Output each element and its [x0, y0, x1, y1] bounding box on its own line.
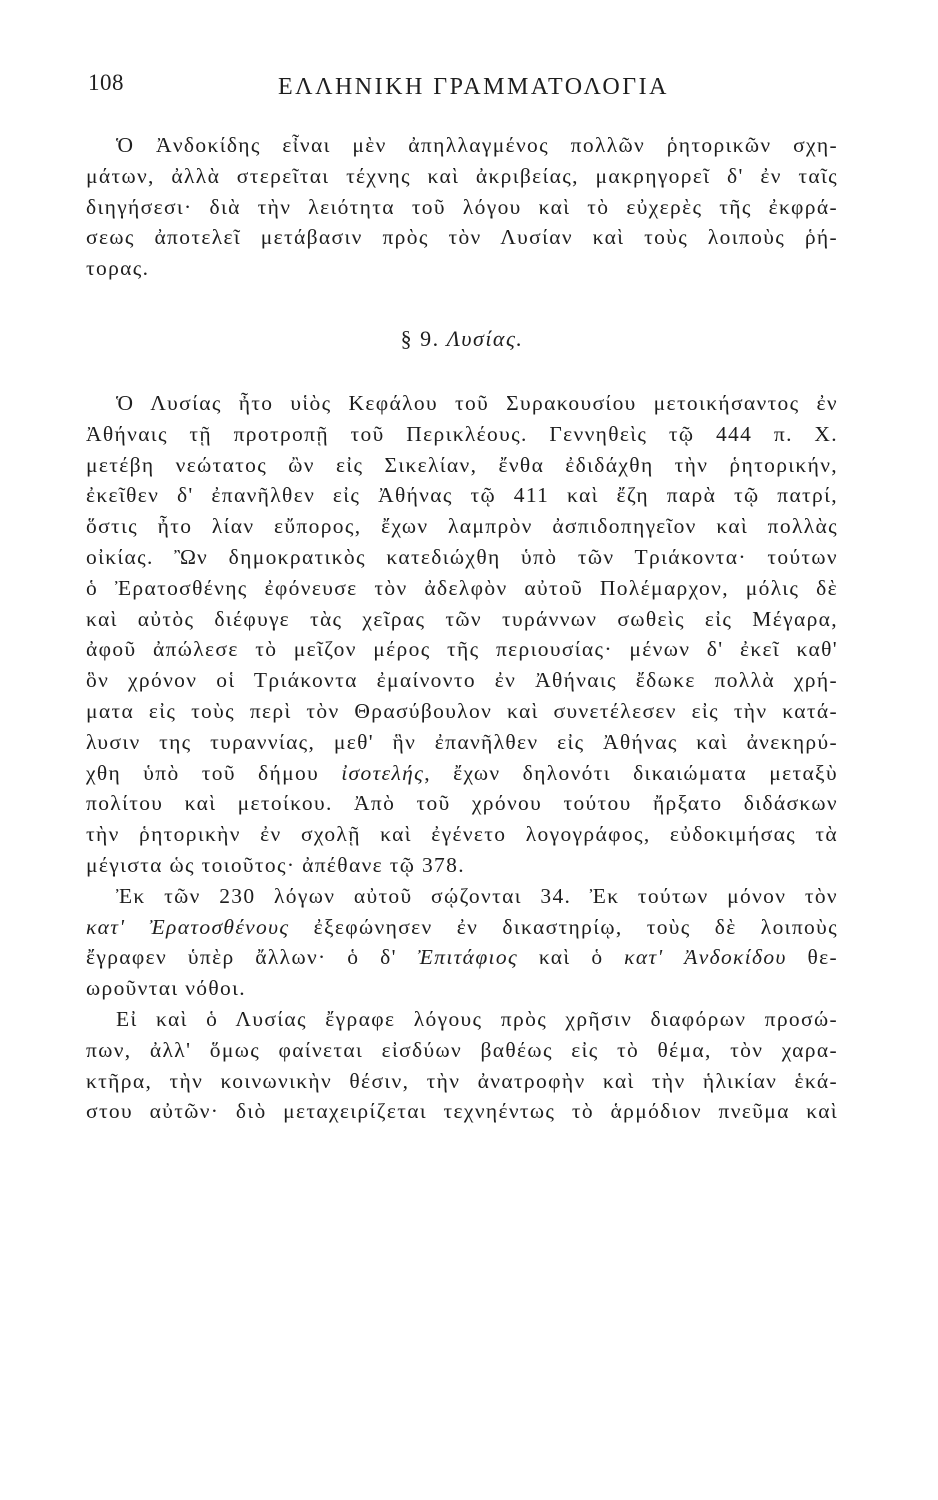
text-line: τορας.	[86, 256, 150, 281]
text-run: , ἔχων δηλονότι δικαιώματα μεταξὺ	[424, 760, 838, 785]
text-line: κτῆρα, τὴν κοινωνικὴν θέσιν, τὴν ἀνατροφὴν καὶ τὴν ἡλικίαν ἑκά-	[86, 1068, 838, 1093]
speech-title: κατ' Ἐρατοσθένους	[86, 914, 290, 939]
text-line: ὃν χρόνον οἱ Τριάκοντα ἐμαίνοντο ἐν Ἀθήναις ἔδωκε πολλὰ χρή-	[86, 668, 838, 693]
paragraph-andocides	[86, 130, 838, 284]
paragraph-style	[86, 1004, 838, 1127]
text-line: Ἀθήναις τῇ προτροπῇ τοῦ Περικλέους. Γεννηθεὶς τῷ 444 π. Χ.	[86, 421, 838, 446]
text-line: Ὁ Λυσίας ἦτο υἱὸς Κεφάλου τοῦ Συρακουσίου μετοικήσαντος ἐν	[116, 390, 838, 415]
text-run: ἐξεφώνησεν ἐν δικαστηρίῳ, τοὺς δὲ λοιποὺς	[289, 914, 838, 939]
text-line: Εἰ καὶ ὁ Λυσίας ἔγραφε λόγους πρὸς χρῆσιν διαφόρων προσώ-	[116, 1006, 838, 1031]
page-number: 108	[88, 70, 124, 95]
section-number: § 9.	[400, 325, 440, 351]
speech-title: Ἐπιτάφιος	[417, 945, 519, 970]
text-line: διηγήσεσι· διὰ τὴν λειότητα τοῦ λόγου καὶ τὸ εὐχερὲς τῆς ἐκφρά-	[86, 194, 838, 219]
text-run: καὶ ὁ	[518, 945, 625, 970]
text-line	[86, 912, 838, 943]
text-line: τὴν ῥητορικὴν ἐν σχολῇ καὶ ἐγένετο λογογράφος, εὐδοκιμήσας τὰ	[86, 822, 838, 847]
text-line: ὅστις ἦτο λίαν εὔπορος, ἔχων λαμπρὸν ἀσπιδοπηγεῖον καὶ πολλὰς	[86, 514, 838, 539]
text-line: στου αὐτῶν· διὸ μεταχειρίζεται τεχνηέντως τὸ ἁρμόδιον πνεῦμα καὶ	[86, 1099, 838, 1124]
text-line: λυσιν της τυραννίας, μεθ' ἣν ἐπανῆλθεν εἰς Ἀθήνας καὶ ἀνεκηρύ-	[86, 729, 838, 754]
text-line: ἐκεῖθεν δ' ἐπανῆλθεν εἰς Ἀθήνας τῷ 411 καὶ ἔζη παρὰ τῷ πατρί,	[86, 483, 838, 508]
text-line: ματα εἰς τοὺς περὶ τὸν Θρασύβουλον καὶ συνετέλεσεν εἰς τὴν κατά-	[86, 698, 838, 723]
page-header	[88, 62, 848, 102]
running-head: ΕΛΛΗΝΙΚΗ ΓΡΑΜΜΑΤΟΛΟΓΙΑ	[278, 74, 669, 100]
speech-title: κατ' Ἀνδοκίδου	[624, 945, 787, 970]
text-run: θε-	[786, 945, 838, 970]
text-line: ωροῦνται νόθοι.	[86, 976, 246, 1001]
text-run: χθη ὑπὸ τοῦ δήμου	[86, 760, 342, 785]
paragraph-lysias-bio	[86, 388, 838, 881]
text-run: ἔγραφεν ὑπὲρ ἄλλων· ὁ δ'	[86, 945, 418, 970]
section-heading	[86, 324, 838, 354]
text-line	[86, 942, 838, 973]
text-line: μετέβη νεώτατος ὢν εἰς Σικελίαν, ἔνθα ἐδιδάχθη τὴν ῥητορικήν,	[86, 452, 838, 477]
italic-term: ἰσοτελής	[341, 760, 425, 785]
text-line: σεως ἀποτελεῖ μετάβασιν πρὸς τὸν Λυσίαν καὶ τοὺς λοιποὺς ῥή-	[86, 225, 838, 250]
text-line: πολίτου καὶ μετοίκου. Ἀπὸ τοῦ χρόνου τούτου ἤρξατο διδάσκων	[86, 791, 838, 816]
text-line: Ἐκ τῶν 230 λόγων αὐτοῦ σῴζονται 34. Ἐκ τούτων μόνον τὸν	[116, 883, 838, 908]
text-line: μάτων, ἀλλὰ στερεῖται τέχνης καὶ ἀκριβείας, μακρηγορεῖ δ' ἐν ταῖς	[86, 163, 838, 188]
section-title: Λυσίας.	[446, 325, 524, 351]
text-line	[86, 758, 838, 789]
text-line: καὶ αὐτὸς διέφυγε τὰς χεῖρας τῶν τυράννων σωθεὶς εἰς Μέγαρα,	[86, 606, 838, 631]
text-line: μέγιστα ὡς τοιοῦτος· ἀπέθανε τῷ 378.	[86, 852, 465, 877]
text-line: πων, ἀλλ' ὅμως φαίνεται εἰσδύων βαθέως εἰς τὸ θέμα, τὸν χαρα-	[86, 1037, 838, 1062]
text-line: οἰκίας. Ὢν δημοκρατικὸς κατεδιώχθη ὑπὸ τῶν Τριάκοντα· τούτων	[86, 544, 838, 569]
text-line: Ὁ Ἀνδοκίδης εἶναι μὲν ἀπηλλαγμένος πολλῶν ῥητορικῶν σχη-	[116, 133, 838, 157]
page-body	[86, 130, 838, 1127]
text-line: ἀφοῦ ἀπώλεσε τὸ μεῖζον μέρος τῆς περιουσίας· μένων δ' ἐκεῖ καθ'	[86, 637, 838, 662]
paragraph-speeches	[86, 881, 838, 1004]
text-line: ὁ Ἐρατοσθένης ἐφόνευσε τὸν ἀδελφὸν αὐτοῦ Πολέμαρχον, μόλις δὲ	[86, 575, 838, 600]
